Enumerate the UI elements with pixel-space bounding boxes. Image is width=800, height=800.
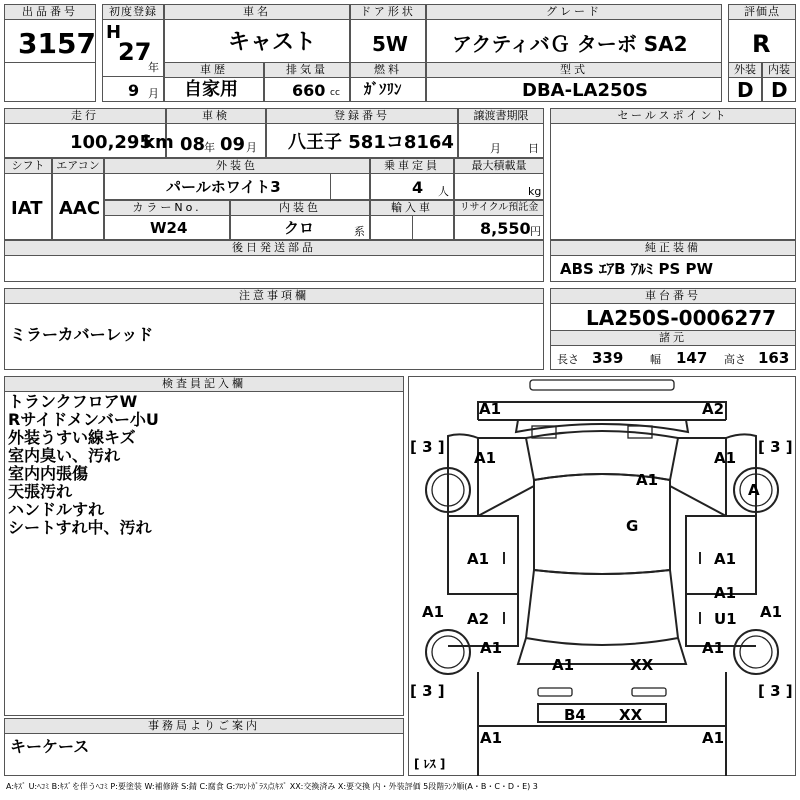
- import-divider: [412, 216, 413, 240]
- inspector-line: Rサイドメンバー小U: [8, 410, 159, 429]
- capacity-unit: 人: [438, 185, 449, 198]
- damage-label: XX: [630, 656, 654, 674]
- genuine-equipment: ABS ｴｱB ｱﾙﾐ PS PW: [560, 260, 714, 278]
- damage-label: A1: [702, 729, 725, 747]
- damage-label: A1: [760, 603, 783, 621]
- transfer-day: 日: [528, 142, 539, 155]
- int-color-label: 内装色: [230, 200, 370, 216]
- import-label: 輸入車: [370, 200, 454, 216]
- int-label: 内装: [762, 62, 796, 78]
- damage-label: [ 3 ]: [410, 438, 445, 456]
- fuel-label: 燃料: [350, 62, 426, 78]
- year-unit: 年: [148, 61, 159, 74]
- damage-label: B4: [564, 706, 586, 724]
- inspector-line: シートすれ中、汚れ: [8, 518, 152, 537]
- spec-length: 339: [592, 349, 624, 367]
- insp-month-unit: 月: [246, 141, 257, 154]
- color: パールホワイト3: [166, 178, 281, 196]
- chassis-label: 車台番号: [550, 288, 796, 304]
- score-label: 評価点: [728, 4, 796, 20]
- capacity: 4: [412, 178, 424, 197]
- damage-label: [ 3 ]: [410, 682, 445, 700]
- recycle-unit: 円: [530, 225, 541, 238]
- load-label: 最大積載量: [454, 158, 544, 174]
- sales-point-box: [550, 108, 796, 240]
- color-no-label: カラーNo.: [104, 200, 230, 216]
- first-reg-label: 初度登録: [102, 4, 164, 20]
- damage-label: A1: [552, 656, 575, 674]
- reg-month: 9: [128, 81, 140, 100]
- inspector-line: 外装うすい線キズ: [8, 428, 136, 447]
- displacement: 660: [292, 81, 326, 100]
- recycle-fee: 8,550: [480, 219, 531, 238]
- mileage-unit: km: [143, 132, 174, 153]
- inspector-line: 室内臭い、汚れ: [8, 446, 121, 465]
- inspector-label: 検査員記入欄: [4, 376, 404, 392]
- cc-label: 排気量: [264, 62, 350, 78]
- inspection-label: 車検: [166, 108, 266, 124]
- damage-label: A1: [422, 603, 445, 621]
- damage-label: [ 3 ]: [758, 438, 793, 456]
- damage-label: A1: [480, 639, 503, 657]
- ac-label: エアコン: [52, 158, 104, 174]
- damage-label: A1: [714, 550, 737, 568]
- inspector-line: ハンドルすれ: [8, 500, 105, 519]
- grade-label: グレード: [426, 4, 722, 20]
- spec-label: 諸元: [550, 330, 796, 346]
- recycle-label: リサイクル預託金: [454, 200, 544, 216]
- notes-text: ミラーカバーレッド: [10, 325, 154, 344]
- ac: AAC: [59, 198, 101, 219]
- score: R: [752, 30, 771, 58]
- damage-label: A1: [636, 471, 659, 489]
- damage-label: A2: [702, 400, 725, 418]
- damage-label: A1: [480, 729, 503, 747]
- office-label: 事務局よりご案内: [4, 718, 404, 734]
- ext-score: D: [737, 78, 754, 102]
- reg-label: 登録番号: [266, 108, 458, 124]
- damage-label: XX: [619, 706, 643, 724]
- model: DBA-LA250S: [522, 80, 648, 101]
- inspector-notes: [8, 393, 159, 537]
- cc-unit: cc: [330, 88, 340, 98]
- reg-year: 27: [118, 38, 152, 66]
- spec-height: 163: [758, 349, 790, 367]
- inspector-line: 天張汚れ: [8, 482, 73, 501]
- color-label: 外装色: [104, 158, 370, 174]
- damage-label: A2: [467, 610, 490, 628]
- car-diagram: [408, 376, 796, 776]
- load-unit: kg: [528, 185, 542, 198]
- shift: IAT: [11, 198, 43, 219]
- damage-label: [ ﾚｽ ]: [414, 757, 446, 771]
- history-label: 車歴: [164, 62, 264, 78]
- mileage-label: 走行: [4, 108, 166, 124]
- color-no: W24: [150, 219, 188, 237]
- damage-label: A1: [474, 449, 497, 467]
- month-unit: 月: [148, 87, 159, 100]
- reg-number: 八王子 581コ8164: [288, 132, 454, 153]
- damage-label: G: [626, 517, 639, 535]
- insp-year: 08: [180, 134, 206, 155]
- later-parts-label: 後日発送部品: [4, 240, 544, 256]
- era: H: [106, 22, 122, 43]
- notes-label: 注意事項欄: [4, 288, 544, 304]
- insp-year-unit: 年: [204, 141, 215, 154]
- lot-label: 出品番号: [4, 4, 96, 20]
- door-type: 5W: [372, 32, 408, 56]
- transfer-month: 月: [490, 142, 501, 155]
- insp-month: 09: [220, 134, 246, 155]
- spec-width-label: 幅: [650, 353, 661, 366]
- damage-label: A1: [714, 449, 737, 467]
- lot-divider: [4, 62, 96, 63]
- car-name-label: 車名: [164, 4, 350, 20]
- spec-height-label: 高さ: [724, 353, 746, 366]
- grade: アクティバＧ ターボ SA2: [452, 32, 688, 56]
- genuine-label: 純正装備: [550, 240, 796, 256]
- car-name: キャスト: [228, 30, 317, 55]
- mileage: 100,295: [70, 132, 152, 153]
- fuel: ｶﾞｿﾘﾝ: [364, 80, 402, 98]
- int-color: クロ: [284, 219, 315, 237]
- lot-number: 3157: [18, 27, 96, 60]
- spec-length-label: 長さ: [557, 353, 579, 366]
- office-text: キーケース: [10, 737, 90, 756]
- transfer-label: 譲渡書期限: [458, 108, 544, 124]
- inspector-line: トランクフロアW: [8, 392, 138, 411]
- inspector-line: 室内内張傷: [8, 464, 89, 483]
- spec-width: 147: [676, 349, 708, 367]
- damage-label: A1: [479, 400, 502, 418]
- damage-label: A1: [702, 639, 725, 657]
- capacity-label: 乗車定員: [370, 158, 454, 174]
- legend: A:ｷｽﾞ U:ﾍｺﾐ B:ｷｽﾞを伴うﾍｺﾐ P:要塗装 W:補修跡 S:錆 C:腐食 G:ﾌﾛﾝﾄｶﾞﾗｽ点ｷｽﾞ XX:交換済み X:要交換 内・外装評価 5段階ﾗﾝｸ順(A・B・C・D・E) 3: [6, 782, 538, 791]
- damage-label: U1: [714, 610, 737, 628]
- first-reg-divider: [102, 76, 164, 77]
- chassis-number: LA250S-0006277: [586, 306, 777, 330]
- damage-label: A1: [714, 584, 737, 602]
- sales-point-label: セールスポイント: [550, 108, 796, 124]
- shift-label: シフト: [4, 158, 52, 174]
- int-color-unit: 系: [354, 225, 365, 238]
- door-label: ドア形状: [350, 4, 426, 20]
- history: 自家用: [184, 79, 238, 100]
- ext-label: 外装: [728, 62, 762, 78]
- damage-label: A: [748, 481, 760, 499]
- damage-label: [ 3 ]: [758, 682, 793, 700]
- color-divider: [330, 174, 331, 200]
- damage-label: A1: [467, 550, 490, 568]
- int-score: D: [771, 78, 788, 102]
- model-label: 型式: [426, 62, 722, 78]
